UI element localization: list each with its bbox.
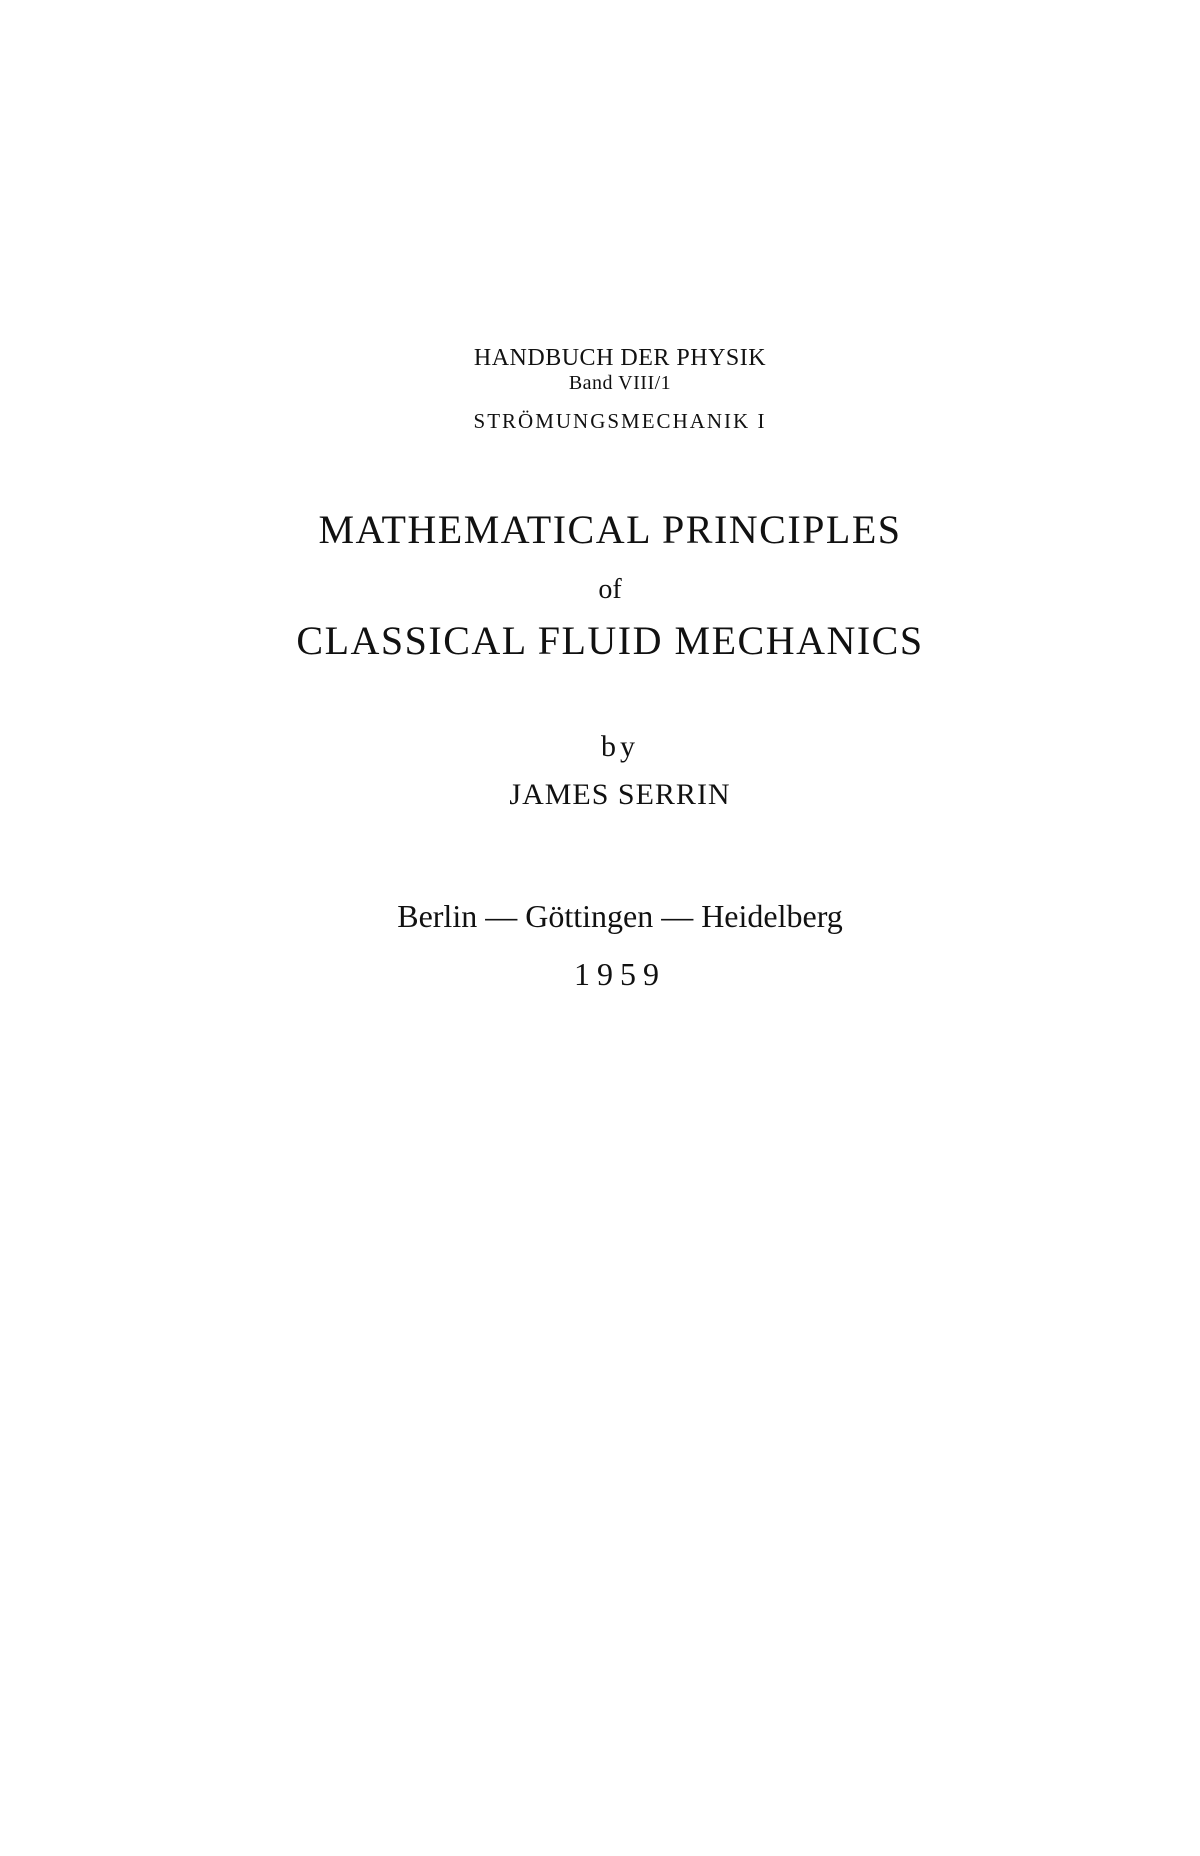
publication-year: 1959 <box>574 956 666 992</box>
publication-places: Berlin — Göttingen — Heidelberg <box>397 898 843 934</box>
subseries-title: STRÖMUNGSMECHANIK I <box>473 409 767 433</box>
book-title-line-3: CLASSICAL FLUID MECHANICS <box>296 618 924 663</box>
volume-number: Band VIII/1 <box>568 372 672 394</box>
book-title-line-2: of <box>598 574 622 605</box>
series-title: HANDBUCH DER PHYSIK <box>473 345 767 371</box>
author-name: JAMES SERRIN <box>509 778 731 811</box>
book-title-line-1: MATHEMATICAL PRINCIPLES <box>318 507 902 552</box>
by-label: by <box>601 730 639 763</box>
